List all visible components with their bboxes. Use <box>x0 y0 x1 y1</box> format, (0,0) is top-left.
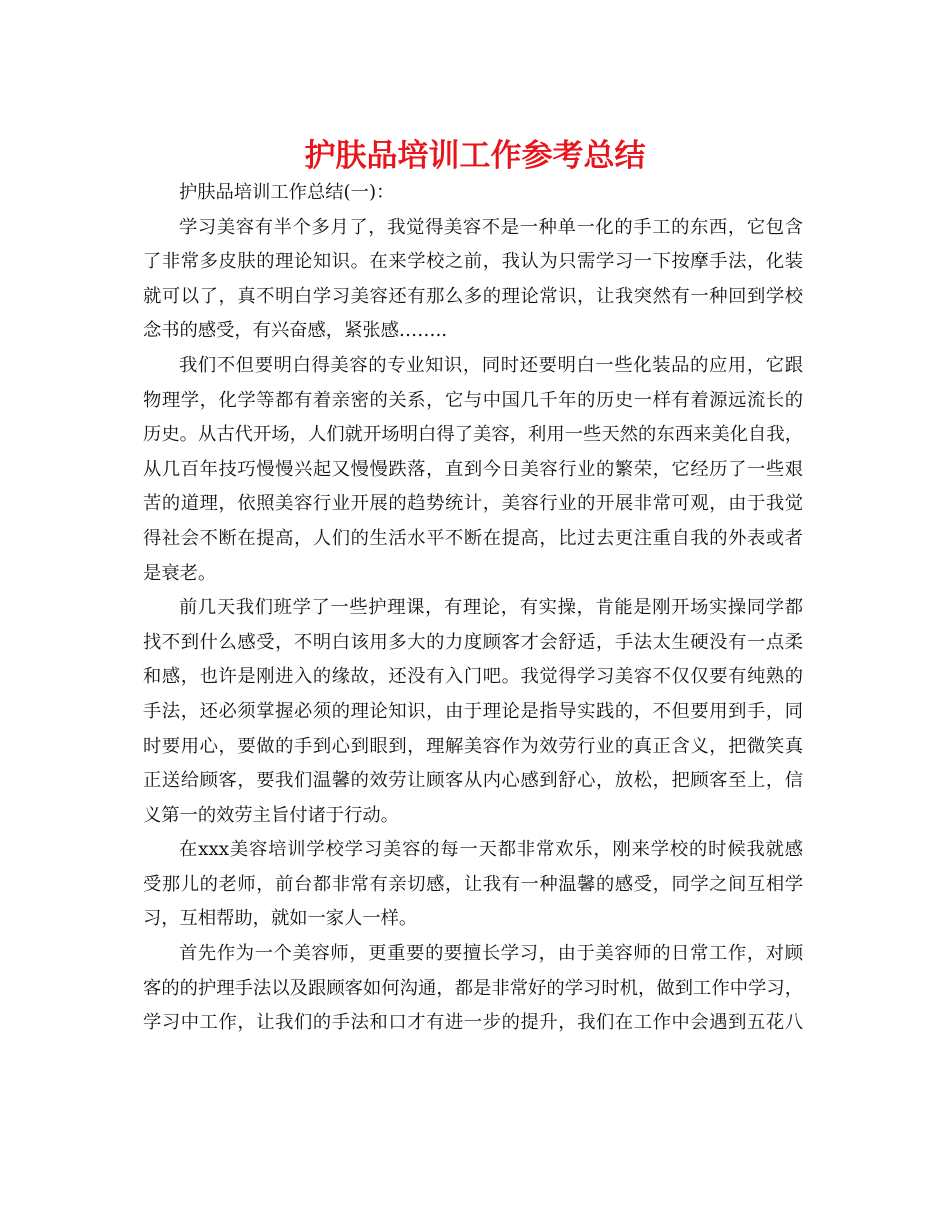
text-line: 就可以了，真不明白学习美容还有那么多的理论常识，让我突然有一种回到学校 <box>143 285 803 307</box>
text-line: 前几天我们班学了一些护理课，有理论，有实操，肯能是刚开场实操同学都 <box>179 597 803 619</box>
text-line: 了非常多皮肤的理论知识。在来学校之前，我认为只需学习一下按摩手法，化装 <box>143 251 803 273</box>
text-line: 在xxx美容培训学校学习美容的每一天都非常欢乐，刚来学校的时候我就感 <box>179 839 803 861</box>
text-line: 得社会不断在提高，人们的生活水平不断在提高，比过去更注重自我的外表或者 <box>143 527 803 549</box>
text-line: 学习美容有半个多月了，我觉得美容不是一种单一化的手工的东西，它包含 <box>179 216 803 238</box>
text-line: 护肤品培训工作总结(一)： <box>179 182 395 203</box>
text-line: 物理学，化学等都有着亲密的关系，它与中国几千年的历史一样有着源远流长的 <box>143 389 803 411</box>
text-line: 义第一的效劳主旨付诸于行动。 <box>143 804 399 826</box>
text-line: 客的的护理手法以及跟顾客如何沟通，都是非常好的学习时机，做到工作中学习， <box>143 977 803 999</box>
text-line: 手法，还必须掌握必须的理论知识，由于理论是指导实践的，不但要用到手，同 <box>143 700 803 722</box>
text-line: 首先作为一个美容师，更重要的要擅长学习，由于美容师的日常工作，对顾 <box>179 943 803 965</box>
text-line: 习，互相帮助，就如一家人一样。 <box>143 908 418 930</box>
text-line: 和感，也许是刚进入的缘故，还没有入门吧。我觉得学习美容不仅仅要有纯熟的 <box>143 666 803 688</box>
text-line: 苦的道理，依照美容行业开展的趋势统计，美容行业的开展非常可观，由于我觉 <box>143 493 803 515</box>
document-body <box>143 176 803 1041</box>
text-line: 我们不但要明白得美容的专业知识，同时还要明白一些化装品的应用，它跟 <box>179 354 803 376</box>
text-line: 历史。从古代开场，人们就开场明白得了美容，利用一些天然的东西来美化自我， <box>143 424 803 446</box>
text-line: 念书的感受，有兴奋感，紧张感…….. <box>143 320 448 342</box>
text-line: 找不到什么感受，不明白该用多大的力度顾客才会舒适，手法太生硬没有一点柔 <box>143 631 803 653</box>
text-line: 受那儿的老师，前台都非常有亲切感，让我有一种温馨的感受，同学之间互相学 <box>143 873 803 895</box>
document-title: 护肤品培训工作参考总结 <box>304 138 646 174</box>
text-line: 学习中工作，让我们的手法和口才有进一步的提升，我们在工作中会遇到五花八 <box>143 1012 803 1034</box>
text-line: 正送给顾客，要我们温馨的效劳让顾客从内心感到舒心，放松，把顾客至上，信 <box>143 770 803 792</box>
text-line: 从几百年技巧慢慢兴起又慢慢跌落，直到今日美容行业的繁荣，它经历了一些艰 <box>143 458 803 480</box>
text-line: 是衰老。 <box>143 562 217 584</box>
text-line: 时要用心，要做的手到心到眼到，理解美容作为效劳行业的真正含义，把微笑真 <box>143 735 803 757</box>
